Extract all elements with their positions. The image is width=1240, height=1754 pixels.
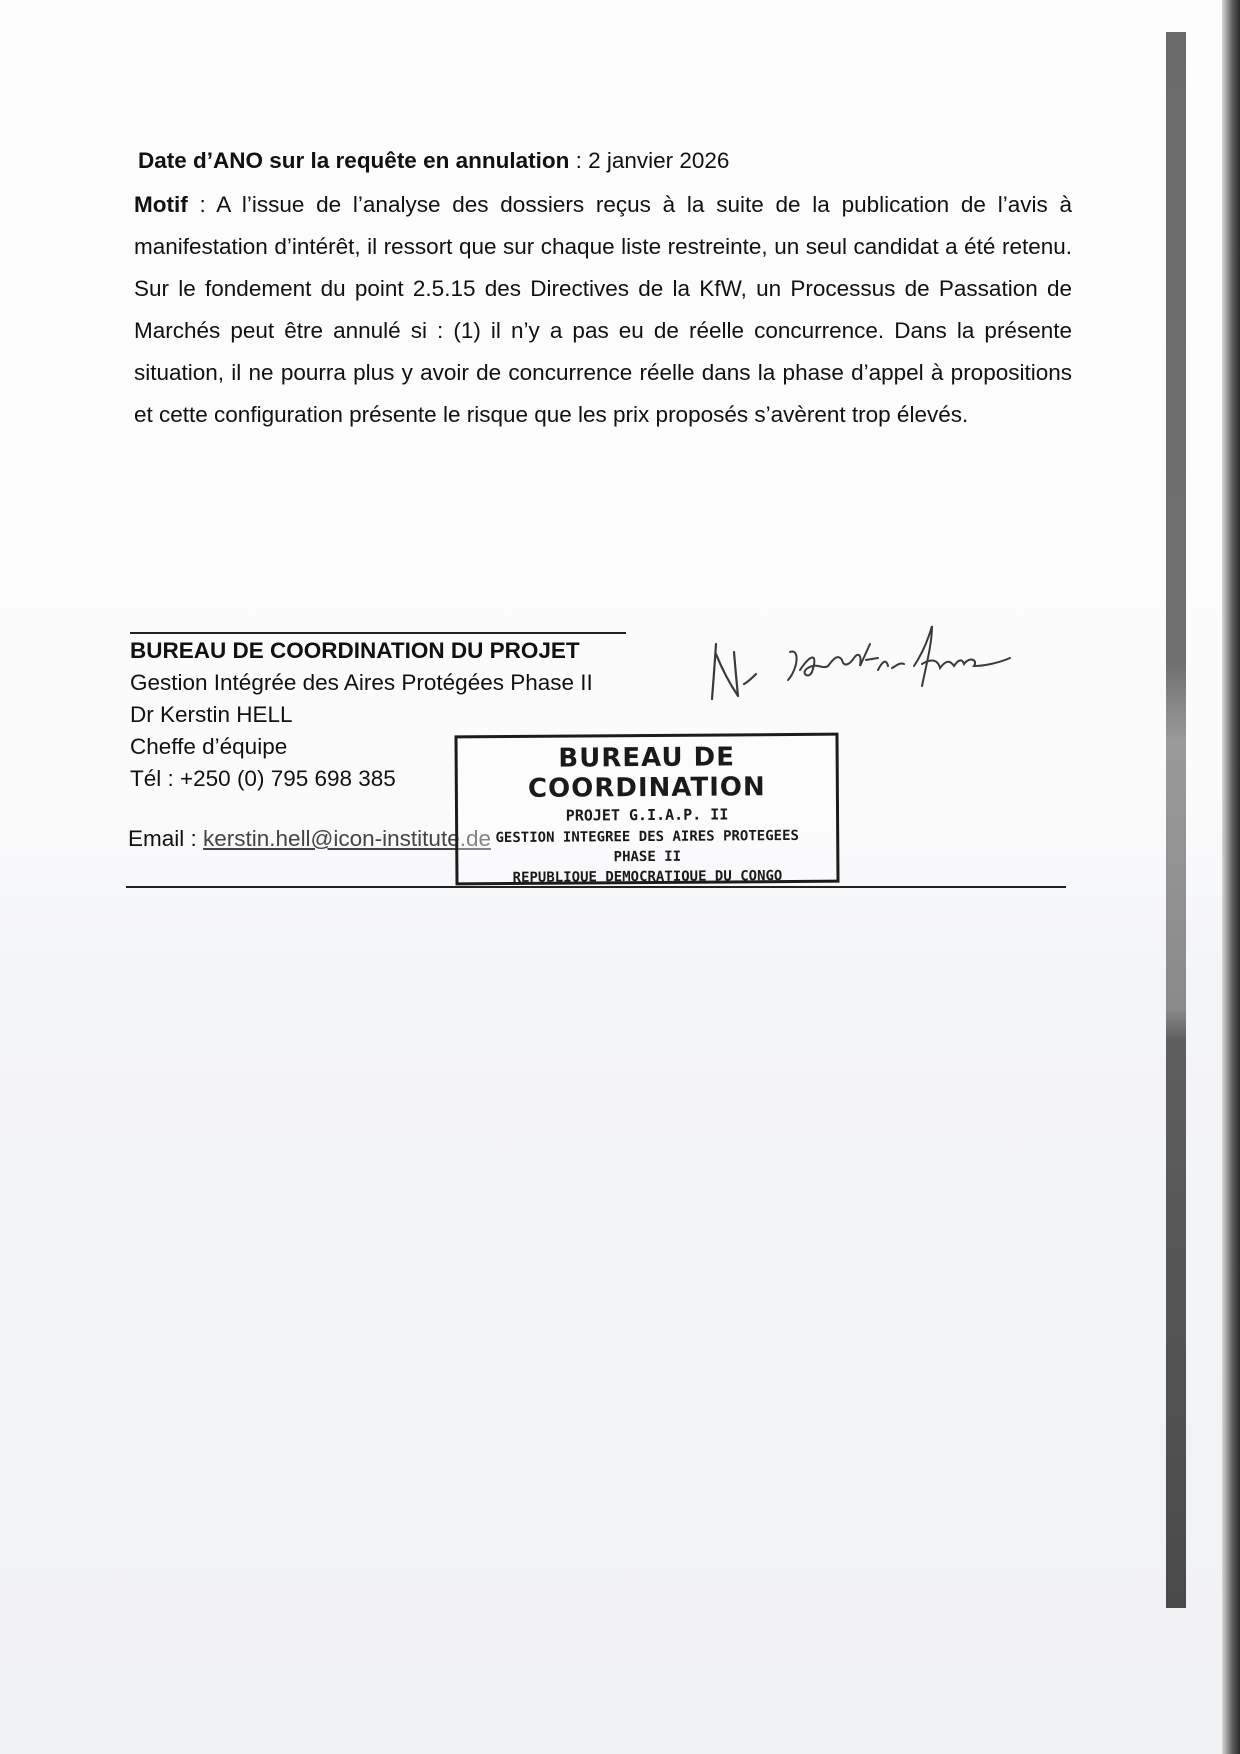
signature-role: Cheffe d’équipe — [130, 734, 288, 759]
signature-organization: BUREAU DE COORDINATION DU PROJET — [130, 638, 580, 663]
motif-text: A l’issue de l’analyse des dossiers reçus à la suite de la publication de l’avis à manifestation d’intérêt, il ressort que sur chaque liste restreinte, un seul candidat a été retenu. Sur le fondement du point 2.5.15 des Directives de la KfW, un Processus de Passation de Marchés peut être annulé si : (1) il n’y a pas eu de réelle concurrence. Dans la présente situation, il ne pourra plus y avoir de concurrence réelle dans la phase d’appel à propositions et cette configuration présente le risque que les prix proposés s’avèrent trop élevés. — [134, 192, 1073, 427]
signature-phone: Tél : +250 (0) 795 698 385 — [130, 766, 396, 791]
signature-bottom-divider — [126, 886, 1066, 888]
stamp-line-phase: PHASE II — [613, 848, 682, 866]
main-text-block — [134, 140, 1072, 436]
stamp-line-gestion: GESTION INTEGREE DES AIRES PROTEGEES — [495, 827, 799, 847]
ano-date-label: Date d’ANO sur la requête en annulation — [138, 148, 570, 173]
signature-name: Dr Kerstin HELL — [130, 702, 293, 727]
official-stamp — [454, 733, 839, 886]
stamp-title: BUREAU DE COORDINATION — [527, 742, 766, 804]
motif-paragraph: Motif : A l’issue de l’analyse des dossiers reçus à la suite de la publication de l’avis à manifestation d’intérêt, il ressort que sur chaque liste restreinte, un seul candidat a été retenu. Sur le fondement du point 2.5.15 des Directives de la KfW, un Processus de Passation de Marchés peut être annulé si : (1) il n’y a pas eu de réelle concurrence. Dans la présente situation, il ne pourra plus y avoir de concurrence réelle dans la phase d’appel à propositions et cette configuration présente le risque que les prix proposés s’avèrent trop élevés. — [134, 192, 1073, 427]
signature-project: Gestion Intégrée des Aires Protégées Phase II — [130, 670, 593, 695]
scan-right-shadow — [1222, 0, 1240, 1754]
ano-date-line: Date d’ANO sur la requête en annulation : 2 janvier 2026 — [138, 148, 730, 173]
motif-label: Motif — [134, 192, 188, 217]
scan-edge-bar — [1166, 32, 1186, 1608]
email-label: Email : — [128, 826, 204, 851]
stamp-line-project: PROJET G.I.A.P. II — [565, 805, 729, 825]
signature-email-line — [128, 826, 491, 852]
ano-date-value: 2 janvier 2026 — [588, 148, 730, 173]
stamp-line-country: REPUBLIQUE DEMOCRATIQUE DU CONGO — [512, 868, 783, 886]
handwritten-signature — [700, 614, 1030, 714]
signature-top-divider — [130, 632, 626, 634]
email-link[interactable]: kerstin.hell@icon-institute.de — [203, 826, 491, 851]
